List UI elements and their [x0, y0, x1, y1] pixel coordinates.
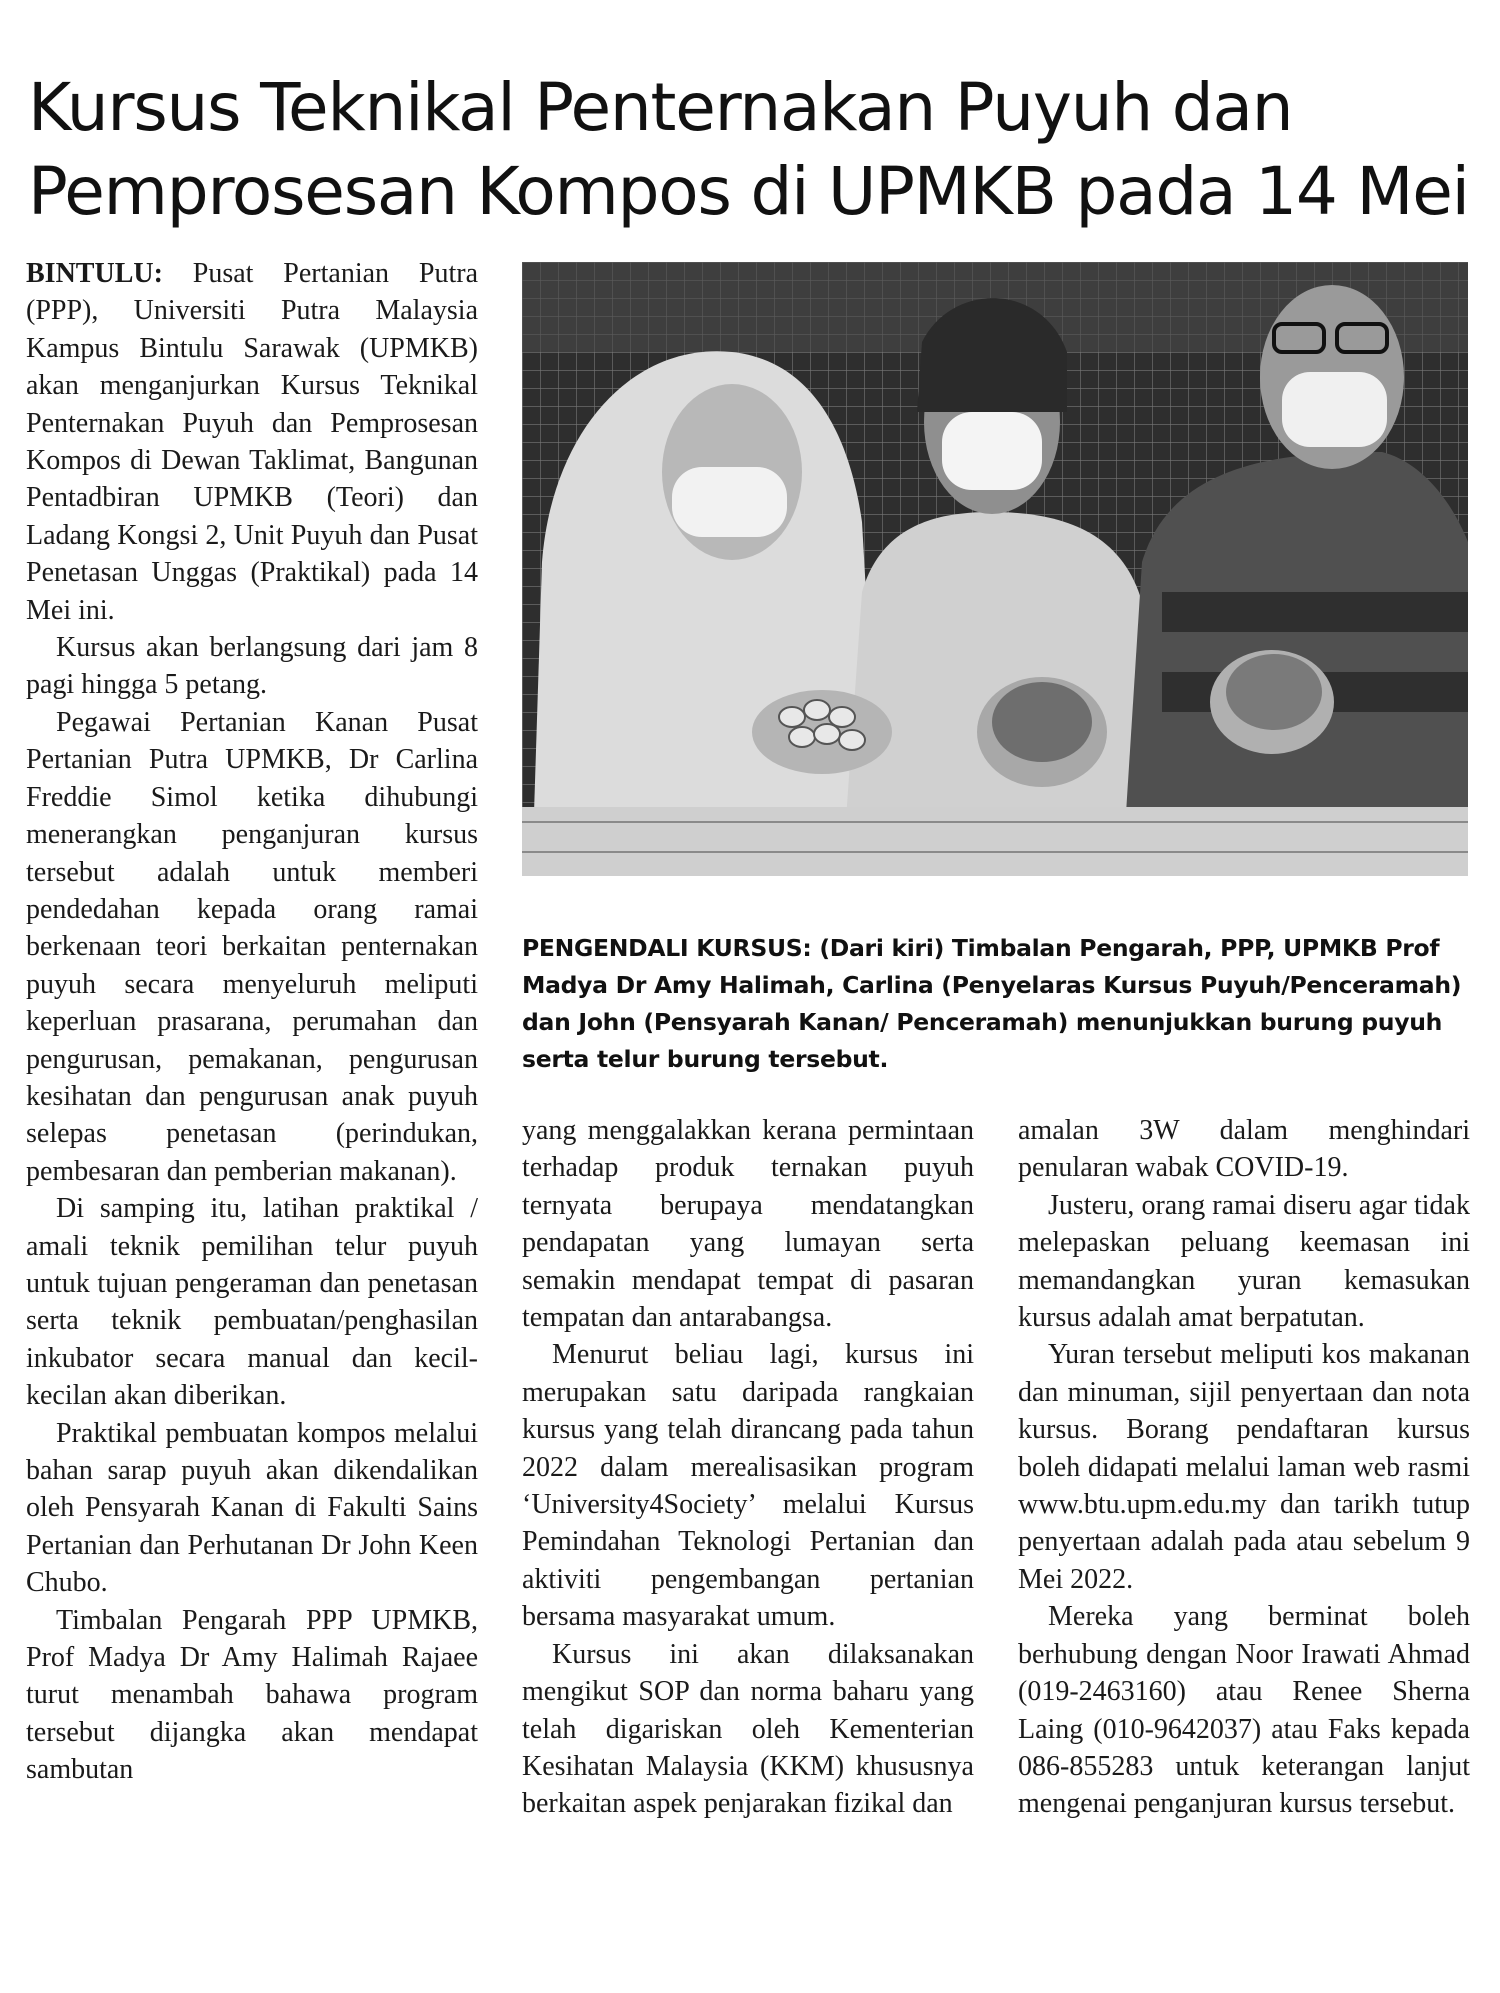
- paragraph: Kursus ini akan dilaksanakan mengikut SOP dan norma baharu yang telah digariskan oleh Kementerian Kesihatan Malaysia (KKM) khususnya berkaitan aspek penjarakan fizikal dan: [522, 1638, 974, 1820]
- news-photo: [522, 262, 1468, 876]
- paragraph: yang menggalakkan kerana permintaan terhadap produk ternakan puyuh ternyata berupaya mendatangkan pendapatan yang lumayan serta semakin mendapat tempat di pasaran tempatan dan antarabangsa.: [522, 1115, 974, 1334]
- photo-caption: [522, 930, 1470, 1078]
- paragraph: Kursus akan berlangsung dari jam 8 pagi hingga 5 petang.: [26, 632, 478, 701]
- caption-text: (Dari kiri) Timbalan Pengarah, PPP, UPMKB Prof Madya Dr Amy Halimah, Carlina (Penyelaras Kursus Puyuh/Penceramah) dan John (Pensyarah Kanan/ Penceramah) menunjukkan burung puyuh serta telur burung tersebut.: [522, 934, 1462, 1073]
- paragraph: Mereka yang berminat boleh berhubung dengan Noor Irawati Ahmad (019-2463160) atau Renee Sherna Laing (010-9642037) atau Faks kepada 086-855283 untuk keterangan lanjut mengenai penganjuran kursus tersebut.: [1018, 1601, 1470, 1820]
- article-column-1: [26, 255, 478, 1789]
- paragraph: Timbalan Pengarah PPP UPMKB, Prof Madya Dr Amy Halimah Rajaee turut menambah bahawa program tersebut dijangka akan mendapat sambutan: [26, 1604, 478, 1786]
- article-column-2: [522, 1112, 974, 1823]
- paragraph: amalan 3W dalam menghindari penularan wabak COVID-19.: [1018, 1115, 1470, 1184]
- paragraph: Pegawai Pertanian Kanan Pusat Pertanian Putra UPMKB, Dr Carlina Freddie Simol ketika dihubungi menerangkan penganjuran kursus tersebut adalah untuk memberi pendedahan kepada orang ramai berkenaan teori berkaitan penternakan puyuh secara menyeluruh meliputi keperluan prasarana, perumahan dan pengurusan, pemakanan, pengurusan kesihatan dan pengurusan anak puyuh selepas penetasan (perindukan, pembesaran dan pemberian makanan).: [26, 706, 478, 1187]
- paragraph: Yuran tersebut meliputi kos makanan dan minuman, sijil penyertaan dan nota kursus. Borang pendaftaran kursus boleh didapati melalui laman web rasmi www.btu.upm.edu.my dan tarikh tutup penyertaan adalah pada atau sebelum 9 Mei 2022.: [1018, 1339, 1470, 1595]
- caption-lead: PENGENDALI KURSUS:: [522, 934, 812, 962]
- headline: [28, 66, 1478, 234]
- paragraph: Di samping itu, latihan praktikal / amali teknik pemilihan telur puyuh untuk tujuan pengeraman dan penetasan serta teknik pembuatan/penghasilan inkubator secara manual dan kecil-kecilan akan diberikan.: [26, 1193, 478, 1412]
- paragraph: [26, 255, 478, 629]
- photo-illustration: [522, 262, 1468, 876]
- article-column-3: [1018, 1112, 1470, 1823]
- paragraph-text: Pusat Pertanian Putra (PPP), Universiti Putra Malaysia Kampus Bintulu Sarawak (UPMKB) akan menganjurkan Kursus Teknikal Penternakan Puyuh dan Pemprosesan Kompos di Dewan Taklimat, Bangunan Pentadbiran UPMKB (Teori) dan Ladang Kongsi 2, Unit Puyuh dan Pusat Penetasan Unggas (Praktikal) pada 14 Mei ini.: [26, 258, 478, 626]
- dateline: BINTULU:: [26, 258, 163, 289]
- headline-line-2: Pemprosesan Kompos di UPMKB pada 14 Mei: [28, 153, 1469, 231]
- headline-line-1: Kursus Teknikal Penternakan Puyuh dan: [28, 69, 1293, 147]
- paragraph: Menurut beliau lagi, kursus ini merupakan satu daripada rangkaian kursus yang telah dirancang pada tahun 2022 dalam merealisasikan program ‘University4Society’ melalui Kursus Pemindahan Teknologi Pertanian dan aktiviti pengembangan pertanian bersama masyarakat umum.: [522, 1339, 974, 1633]
- paragraph: Praktikal pembuatan kompos melalui bahan sarap puyuh akan dikendalikan oleh Pensyarah Kanan di Fakulti Sains Pertanian dan Perhutanan Dr John Keen Chubo.: [26, 1417, 478, 1599]
- paragraph: Justeru, orang ramai diseru agar tidak melepaskan peluang keemasan ini memandangkan yuran kemasukan kursus adalah amat berpatutan.: [1018, 1189, 1470, 1334]
